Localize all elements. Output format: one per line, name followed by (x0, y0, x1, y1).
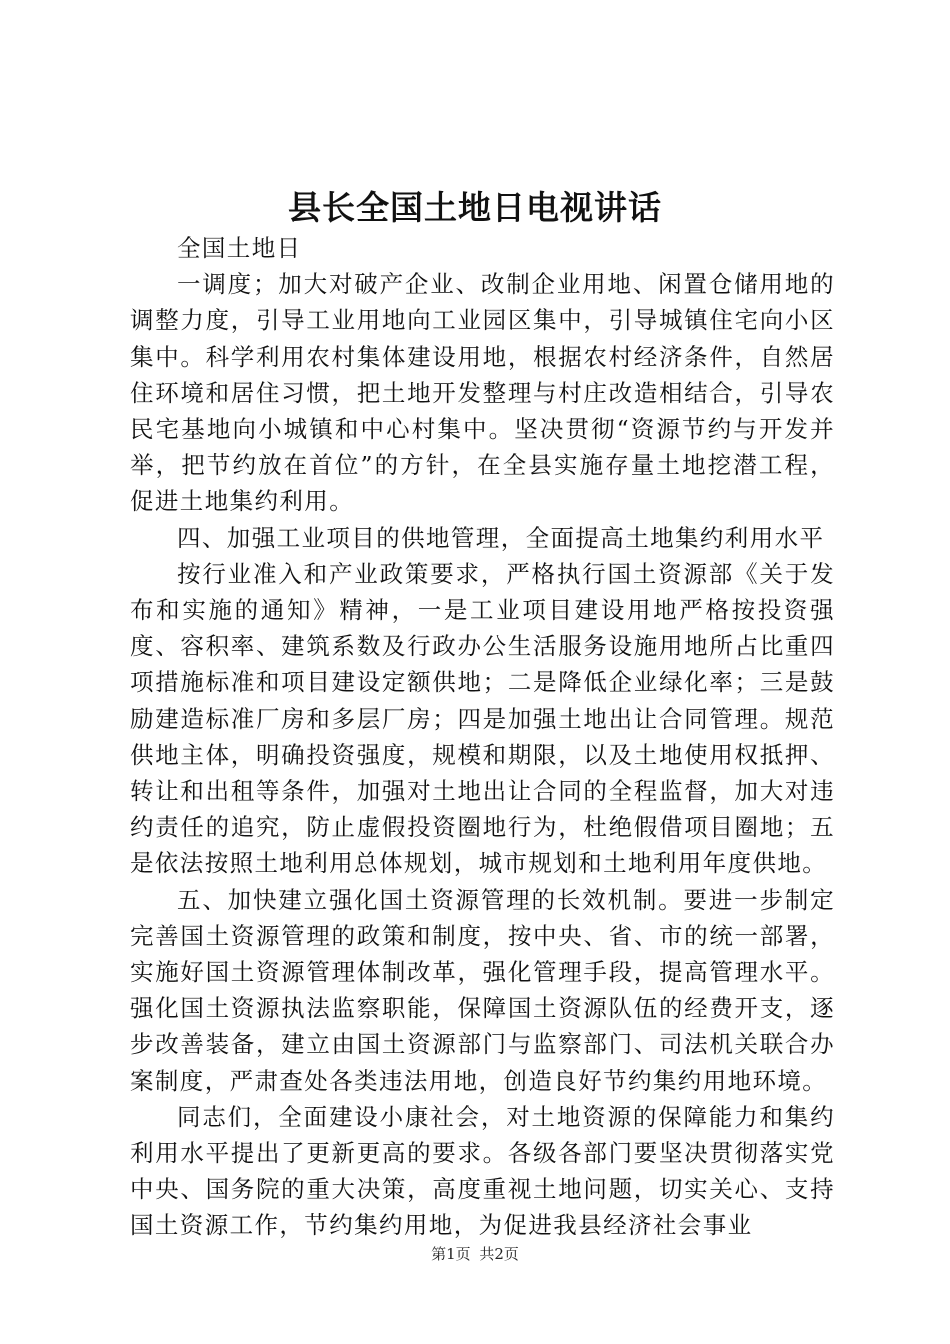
page-number: 第1页 (431, 1245, 471, 1263)
paragraph: 同志们，全面建设小康社会，对土地资源的保障能力和集约利用水平提出了更新更高的要求。各级各部门要坚决贯彻落实党中央、国务院的重大决策，高度重视土地问题，切实关心、支持国土资源工作，节约集约用地，为促进我县经济社会事业 (130, 1102, 835, 1240)
page-total: 共2页 (479, 1245, 519, 1263)
page-footer (0, 1244, 950, 1264)
paragraph: 五、加快建立强化国土资源管理的长效机制。要进一步制定完善国土资源管理的政策和制度，按中央、省、市的统一部署，实施好国土资源管理体制改革，强化管理手段，提高管理水平。强化国土资源执法监察职能，保障国土资源队伍的经费开支，逐步改善装备，建立由国土资源部门与监察部门、司法机关联合办案制度，严肃查处各类违法用地，创造良好节约集约用地环境。 (130, 885, 835, 1095)
document-title: 县长全国土地日电视讲话 (288, 188, 662, 227)
section-heading: 四、加强工业项目的供地管理，全面提高土地集约利用水平 (177, 523, 825, 552)
paragraph: 全国土地日 (177, 234, 302, 262)
paragraph: 按行业准入和产业政策要求，严格执行国土资源部《关于发布和实施的通知》精神，一是工业项目建设用地严格按投资强度、容积率、建筑系数及行政办公生活服务设施用地所占比重四项措施标准和项目建设定额供地；二是降低企业绿化率；三是鼓励建造标准厂房和多层厂房；四是加强土地出让合同管理。规范供地主体，明确投资强度，规模和期限，以及土地使用权抵押、转让和出租等条件，加强对土地出让合同的全程监督，加大对违约责任的追究，防止虚假投资圈地行为，杜绝假借项目圈地；五是依法按照土地利用总体规划，城市规划和土地利用年度供地。 (130, 559, 835, 878)
document-body (130, 230, 835, 1244)
paragraph: 一调度；加大对破产企业、改制企业用地、闲置仓储用地的调整力度，引导工业用地向工业园区集中，引导城镇住宅向小区集中。科学利用农村集体建设用地，根据农村经济条件，自然居住环境和居住习惯，把土地开发整理与村庄改造相结合，引导农民宅基地向小城镇和中心村集中。坚决贯彻“资源节约与开发并举，把节约放在首位”的方针，在全县实施存量土地挖潜工程，促进土地集约利用。 (130, 270, 835, 516)
